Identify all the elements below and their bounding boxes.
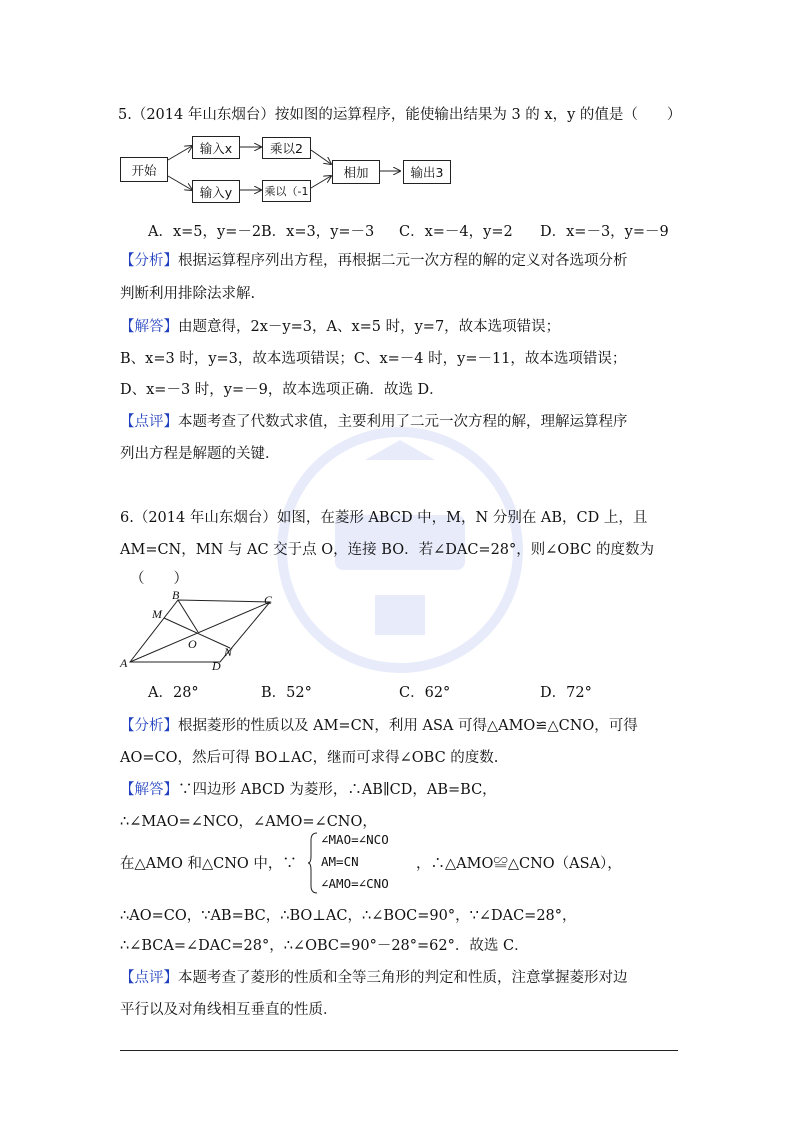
- q6-comment-line2: 平行以及对角线相互垂直的性质．: [120, 1002, 338, 1018]
- q5-analysis-text-1: 根据运算程序列出方程，再根据二元一次方程的解的定义对各选项分析: [178, 253, 628, 269]
- brace-condition-1: ∠MAO=∠NCO: [321, 832, 389, 847]
- bottom-divider: [120, 1050, 678, 1051]
- q6-answer-line3-prefix: 在△AMO 和△CNO 中，∵: [120, 856, 297, 872]
- q5-option-b: B．x=3，y=－3: [261, 224, 375, 240]
- q5-option-d: D．x=－3，y=－9: [540, 224, 669, 240]
- q6-question-line3: （ ）: [130, 571, 188, 587]
- q5-option-c: C．x=－4，y=2: [399, 224, 513, 240]
- q6-answer-line5: ∴∠BCA=∠DAC=28°，∴∠OBC=90°－28°=62°．故选 C．: [120, 938, 529, 954]
- q5-question: 5.（2014 年山东烟台）按如图的运算程序，能使输出结果为 3 的 x，y 的值是（ ）: [118, 107, 682, 123]
- brace-icon: [307, 832, 319, 894]
- q5-answer-line3: D、x=－3 时，y=－9，故本选项正确．故选 D．: [120, 382, 444, 398]
- point-label-n: N: [224, 645, 233, 659]
- q5-comment-text-1: 本题考查了代数式求值，主要利用了二元一次方程的解，理解运算程序: [178, 414, 628, 430]
- q5-answer-line1: [120, 315, 560, 336]
- q5-analysis-tag: 【分析】: [120, 253, 178, 269]
- flow-add-box: 相加: [332, 160, 380, 184]
- flow-multiply-2-box: 乘以2: [262, 137, 311, 159]
- flow-input-x-box: 输入x: [192, 136, 240, 159]
- q5-answer-line2: B、x=3 时，y=3，故本选项错误；C、x=－4 时，y=－11，故本选项错误；: [120, 351, 627, 367]
- flow-start-box: 开始: [120, 157, 168, 182]
- q6-answer-line2: ∴∠MAO=∠NCO，∠AMO=∠CNO，: [120, 814, 377, 830]
- flow-input-y-box: 输入y: [192, 180, 240, 203]
- q5-answer-tag: 【解答】: [120, 319, 178, 335]
- q5-answer-text-1: 由题意得，2x－y=3，A、x=5 时，y=7，故本选项错误；: [178, 319, 561, 335]
- q6-question-line2: AM=CN，MN 与 AC 交于点 O，连接 BO．若∠DAC=28°，则∠OBC 的度数为: [120, 542, 654, 558]
- q6-option-d: D．72°: [540, 685, 592, 701]
- q6-analysis-line2: AO=CO，然后可得 BO⊥AC，继而可求得∠OBC 的度数.: [120, 750, 499, 766]
- q6-question-line1: 6.（2014 年山东烟台）如图，在菱形 ABCD 中，M，N 分别在 AB，CD 上，且: [120, 510, 648, 526]
- vertex-label-d: D: [212, 659, 221, 672]
- vertex-label-b: B: [172, 590, 180, 602]
- q6-answer-line3-suffix: ，∴△AMO≌△CNO（ASA），: [416, 856, 622, 872]
- q6-answer-line4: ∴AO=CO，∵AB=BC，∴BO⊥AC，∴∠BOC=90°，∵∠DAC=28°，: [120, 908, 577, 924]
- q5-analysis-line2: 判断利用排除法求解.: [120, 286, 256, 302]
- q6-analysis-tag: 【分析】: [120, 718, 178, 734]
- point-label-m: M: [152, 607, 162, 621]
- q6-option-c: C．62°: [399, 685, 451, 701]
- vertex-label-c: C: [264, 593, 273, 607]
- q5-comment-tag: 【点评】: [120, 414, 178, 430]
- q6-answer-text-1: ∵四边形 ABCD 为菱形，∴AB∥CD，AB=BC，: [178, 782, 497, 798]
- q6-comment-line1: [120, 966, 628, 987]
- q6-analysis-line1: [120, 714, 638, 735]
- q6-rhombus-figure: [118, 590, 288, 672]
- q6-comment-tag: 【点评】: [120, 970, 178, 986]
- point-label-o: O: [188, 637, 197, 651]
- q6-comment-text-1: 本题考查了菱形的性质和全等三角形的判定和性质，注意掌握菱形对边: [178, 970, 628, 986]
- brace-condition-2: AM=CN: [321, 854, 359, 869]
- vertex-label-a: A: [120, 656, 128, 670]
- q6-option-b: B．52°: [261, 685, 312, 701]
- q6-answer-tag: 【解答】: [120, 782, 178, 798]
- q6-analysis-text-1: 根据菱形的性质以及 AM=CN，利用 ASA 可得△AMO≌△CNO，可得: [178, 718, 638, 734]
- flow-output-box: 输出3: [403, 160, 451, 184]
- q6-option-a: A．28°: [148, 685, 199, 701]
- q5-option-a: A．x=5，y=－2: [148, 224, 262, 240]
- brace-condition-3: ∠AMO=∠CNO: [321, 876, 389, 891]
- flow-multiply-neg1-box: 乘以（-1: [262, 180, 311, 202]
- q6-answer-line1: [120, 778, 497, 799]
- q5-comment-line1: [120, 410, 628, 431]
- q5-analysis-line1: [120, 249, 628, 270]
- q5-comment-line2: 列出方程是解题的关键．: [120, 446, 280, 462]
